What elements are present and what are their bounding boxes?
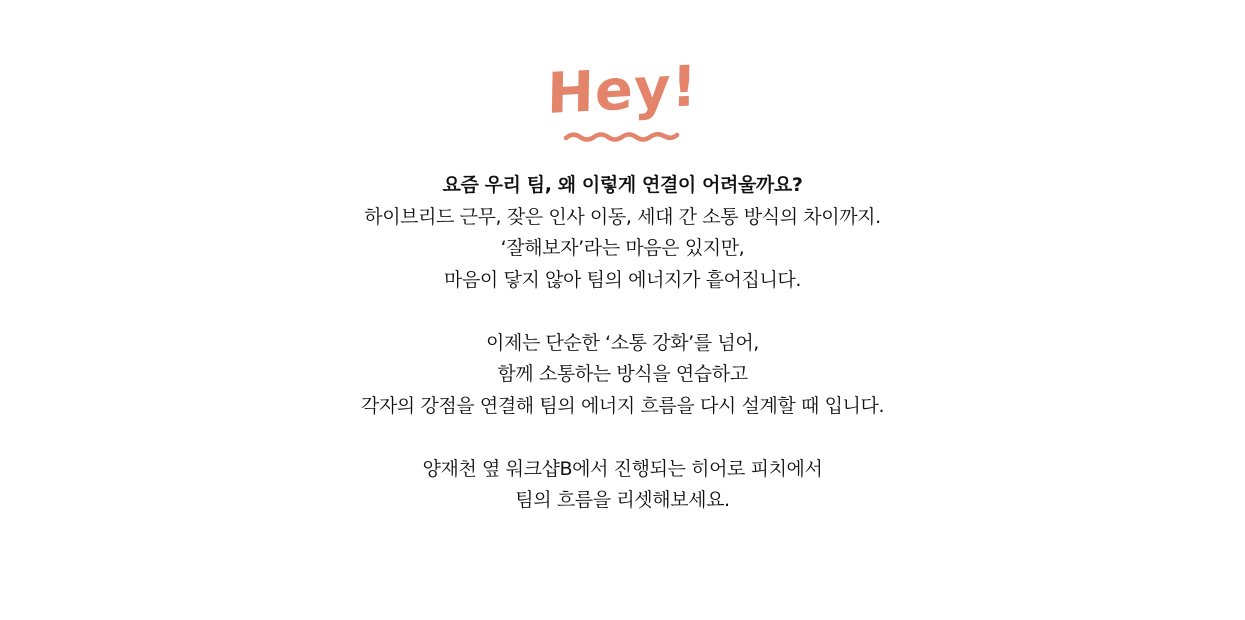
proposal-line-3: 각자의 강점을 연결해 팀의 에너지 흐름을 다시 설계할 때 입니다.	[360, 394, 885, 417]
proposal-line-1: 이제는 단순한 ‘소통 강화’를 넘어,	[486, 331, 759, 354]
body-copy	[0, 170, 1245, 517]
closing-line-1: 양재천 옆 워크샵B에서 진행되는 히어로 피치에서	[422, 457, 823, 480]
hey-heading: Hey!	[546, 53, 699, 128]
intro-line-2: ‘잘해보자’라는 마음은 있지만,	[500, 237, 745, 259]
paragraph-gap	[0, 422, 1245, 454]
lead-question: 요즘 우리 팀, 왜 이렇게 연결이 어려울까요?	[442, 174, 803, 196]
intro-line-1: 하이브리드 근무, 잦은 인사 이동, 세대 간 소통 방식의 차이까지.	[364, 205, 881, 228]
hey-heading-wrap	[0, 53, 1245, 128]
closing-line-2: 팀의 흐름을 리셋해보세요.	[515, 489, 730, 511]
paragraph-gap	[0, 296, 1245, 328]
intro-line-3: 마음이 닿지 않아 팀의 에너지가 흩어집니다.	[443, 268, 801, 291]
squiggle-underline-icon	[563, 128, 681, 144]
proposal-line-2: 함께 소통하는 방식을 연습하고	[497, 363, 748, 385]
